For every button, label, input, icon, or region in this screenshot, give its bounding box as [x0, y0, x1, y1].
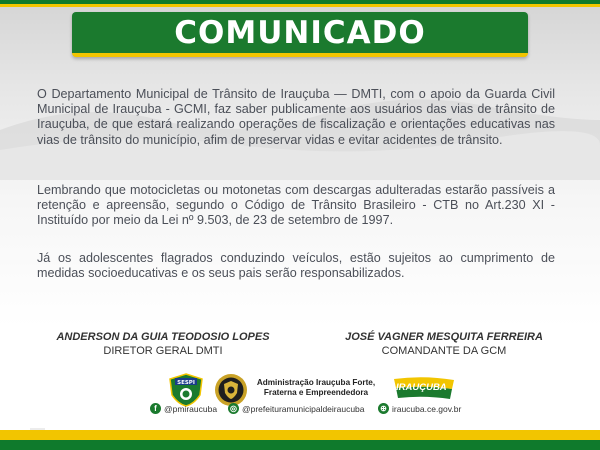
- website-link[interactable]: [378, 403, 461, 414]
- instagram-link[interactable]: [228, 403, 365, 414]
- paragraph-adolescents: Já os adolescentes flagrados conduzindo veículos, estão sujeitos ao cumprimento de medidas socioeducativas e os seus pais serão responsabilizados.: [37, 251, 555, 281]
- facebook-icon: f: [150, 403, 161, 414]
- signature-dmti: [28, 331, 298, 357]
- signature-name: JOSÉ VAGNER MESQUITA FERREIRA: [345, 331, 543, 343]
- signature-role: COMANDANTE DA GCM: [381, 345, 507, 357]
- iraucuba-logo: [390, 375, 458, 403]
- paragraph-motorcycles: Lembrando que motocicletas ou motonetas com descargas adulteradas estarão passíveis a retenção e apreensão, segundo o Código de Trânsito Brasileiro - CTB no Art.230 XI -Instituído por meio da Lei nº 9.503, de 23 de setembro de 1997.: [37, 183, 555, 228]
- signature-name: ANDERSON DA GUIA TEODOSIO LOPES: [56, 331, 270, 343]
- administration-slogan: [256, 378, 376, 398]
- facebook-link[interactable]: [150, 403, 217, 414]
- bottom-yellow-stripe: [0, 430, 600, 440]
- sespi-shield-logo: [168, 373, 204, 407]
- gcm-badge-logo: [214, 373, 248, 407]
- bottom-green-stripe: [0, 440, 600, 450]
- facebook-handle: @pmiraucuba: [164, 403, 218, 414]
- iraucuba-logo-text: IRAUÇUBA: [396, 382, 447, 393]
- instagram-handle: @prefeituramunicipaldeiraucuba: [242, 403, 365, 414]
- title-banner: [72, 12, 528, 57]
- footer-logos: [168, 373, 458, 407]
- instagram-icon: ◎: [228, 403, 239, 414]
- signature-role: DIRETOR GERAL DMTI: [103, 345, 223, 357]
- social-links: [150, 403, 460, 417]
- slogan-line-2: Fraterna e Empreendedora: [263, 388, 369, 397]
- slogan-line-1: Administração Irauçuba Forte,: [256, 378, 376, 387]
- globe-icon: ⊕: [378, 403, 389, 414]
- paragraph-intro: O Departamento Municipal de Trânsito de Irauçuba — DMTI, com o apoio da Guarda Civil Municipal de Irauçuba - GCMI, faz saber publicamente aos usuários das vias de trânsito de Irauçuba, de que estará realizando operações de fiscalização e orientações educativas nas vias de trânsito do município, afim de preservar vidas e evitar acidentes de trânsito.: [37, 87, 555, 147]
- signature-gcm: [308, 331, 580, 357]
- page-title: COMUNICADO: [174, 14, 426, 51]
- sespi-label: SESPI: [177, 380, 195, 386]
- website-url: iraucuba.ce.gov.br: [392, 403, 462, 414]
